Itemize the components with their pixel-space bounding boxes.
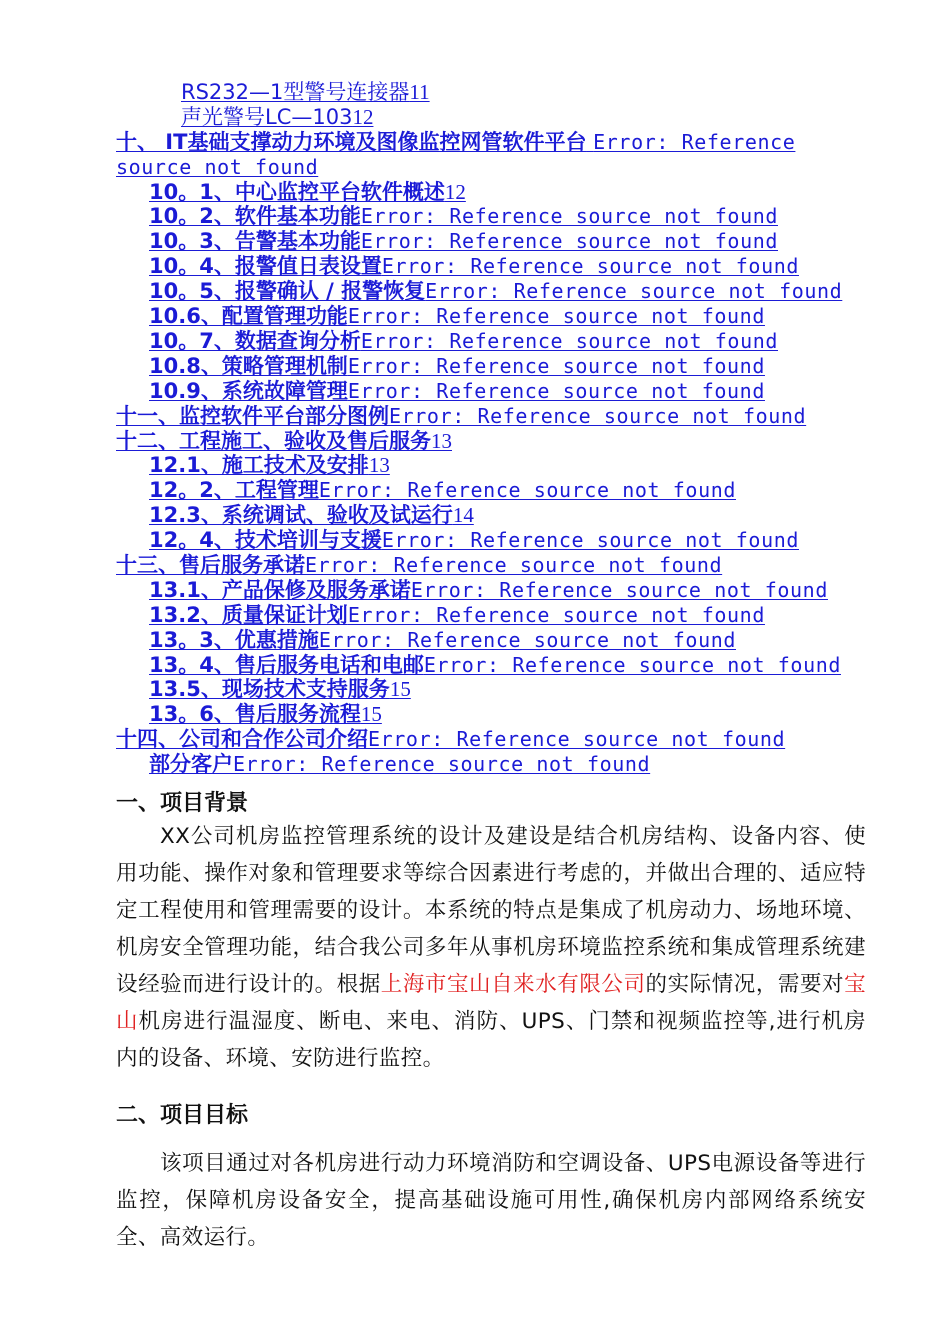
toc-entry-ref: Error: Reference source not found [305,552,723,577]
paragraph-text: 机房进行温湿度、断电、来电、消防、UPS、门禁和视频监控等,进行机房内的设备、环境、安防进行监控。 [116,1009,866,1071]
toc-entry-ref: Error: Reference source not found [381,528,799,553]
toc-entry-title: 12。2、工程管理 [149,478,319,503]
toc-entry-title: 12。4、技术培训与支援 [149,528,382,553]
toc-subentry[interactable] [149,478,876,503]
toc-entry-title: 10.6、配置管理功能 [149,304,348,329]
toc-entry-ref: Error: Reference source not found [360,229,778,254]
toc-subentry[interactable] [149,379,876,404]
toc-section-10[interactable] [116,130,876,180]
toc-entry-title: 10。1、中心监控平台软件概述 [149,179,445,204]
toc-entry-ref: Error: Reference source not found [381,254,799,279]
toc-section-13-items [116,578,876,727]
toc-entry-ref: 15 [389,677,411,702]
paragraph-text: 的实际情况，需要对 [645,972,845,997]
toc-subentry[interactable] [149,354,876,379]
toc-entry-title: 12.3、系统调试、验收及试运行 [149,503,453,528]
toc-entry-ref: 14 [452,503,474,528]
toc-section-14[interactable] [116,727,876,752]
toc-entry-title: 10.8、策略管理机制 [149,353,348,378]
toc-entry-ref: Error: Reference source not found [347,378,765,403]
toc-entry-title: 13。6、售后服务流程 [149,702,361,727]
toc-entry-ref: 15 [360,702,382,727]
toc-subentry[interactable] [149,702,876,727]
table-of-contents [116,80,876,777]
toc-entry-ref: 13 [368,453,390,478]
toc-entry-title: 10.9、系统故障管理 [149,378,348,403]
toc-subentry[interactable] [149,752,876,777]
toc-entry-title: 13。4、售后服务电话和电邮 [149,652,424,677]
section-heading-goals: 二、项目目标 [116,1103,249,1128]
toc-subentry[interactable] [149,229,876,254]
toc-entry-title: 部分客户 [149,752,233,777]
toc-entry-title: 13。3、优惠措施 [149,627,319,652]
toc-subentry[interactable] [149,329,876,354]
toc-subentry[interactable] [149,653,876,678]
toc-entry-title: 声光警号LC—103 [181,104,353,129]
toc-entry-ref: Error: Reference source not found [360,328,778,353]
toc-entry-title: 13.1、产品保修及服务承诺 [149,577,411,602]
toc-entry-ref: Error: Reference source not found [233,752,651,777]
toc-entry-title: 10。5、报警确认 / 报警恢复 [149,279,426,304]
toc-entry-title: 10。3、告警基本功能 [149,229,361,254]
toc-entry-title: 13.5、现场技术支持服务 [149,677,390,702]
toc-subentry[interactable] [149,503,876,528]
toc-entry-ref: Error: Reference source not found [423,652,841,677]
toc-section-14-items [116,752,876,777]
toc-entry-ref: Error: Reference source not found [360,204,778,229]
toc-entry-title: 13.2、质量保证计划 [149,602,348,627]
toc-entry-ref: Error: Reference source not found [318,627,736,652]
paragraph-text: XX公司机房监控管理系统的设计及建设是结合机房结构、设备内容、使用功能、操作对象和管理要求等综合因素进行考虑的，并做出合理的、适应特定工程使用和管理需要的设计。本系统的特点是集成了机房动力、场地环境、机房安全管理功能，结合我公司多年从事机房环境监控系统和集成管理系统建设经验而进行设计的。根据 [116,824,866,997]
site-name-highlight: 宝山 [116,972,866,1034]
toc-entry-ref: 12 [444,179,466,204]
toc-entry-title: 十一、监控软件平台部分图例 [116,403,389,428]
toc-entry[interactable] [181,105,876,130]
toc-entry-title: 10。2、软件基本功能 [149,204,361,229]
toc-entry-title: RS232—1型警号连接器 [181,80,410,104]
background-paragraph [116,818,866,1077]
toc-subentry[interactable] [149,677,876,702]
toc-subentry[interactable] [149,204,876,229]
toc-entry-title: 十三、售后服务承诺 [116,552,305,577]
toc-subentry[interactable] [149,304,876,329]
toc-section-12-items [116,453,876,553]
toc-entry-ref: Error: Reference source not found [347,353,765,378]
goals-paragraph: 该项目通过对各机房进行动力环境消防和空调设备、UPS电源设备等进行监控，保障机房设备安全，提高基础设施可用性,确保机房内部网络系统安全、高效运行。 [116,1151,866,1250]
goals-body [116,1145,866,1256]
toc-entry-ref: Error: Reference source not found [318,478,736,503]
toc-subentry[interactable] [149,528,876,553]
toc-subentry[interactable] [149,578,876,603]
toc-entry-page: 12 [352,104,374,129]
toc-subentry[interactable] [149,453,876,478]
client-name-highlight: 上海市宝山自来水有限公司 [380,972,646,997]
toc-subentry[interactable] [149,279,876,304]
toc-entry-ref: Error: Reference source not found [116,129,796,179]
toc-section-10-items [116,180,876,404]
toc-entry-ref: Error: Reference source not found [389,403,807,428]
toc-entry-page: 11 [409,80,430,104]
toc-subentry[interactable] [149,254,876,279]
toc-entry-ref: Error: Reference source not found [368,727,786,752]
toc-entry-ref: Error: Reference source not found [347,304,765,329]
section-heading-background: 一、项目背景 [116,791,249,816]
toc-entry-ref: Error: Reference source not found [425,279,843,304]
toc-subentry[interactable] [149,628,876,653]
toc-subentry[interactable] [149,603,876,628]
toc-entry-title: 十、 IT基础支撑动力环境及图像监控网管软件平台 [116,129,587,154]
toc-entry-title: 12.1、施工技术及安排 [149,453,369,478]
toc-section-12[interactable] [116,429,876,454]
toc-entry-title: 10。4、报警值日表设置 [149,254,382,279]
toc-section-13[interactable] [116,553,876,578]
toc-entry-ref: Error: Reference source not found [347,602,765,627]
toc-entry-title: 十二、工程施工、验收及售后服务 [116,428,431,453]
toc-subentry[interactable] [149,180,876,205]
toc-section-11[interactable] [116,404,876,429]
toc-entry-title: 十四、公司和合作公司介绍 [116,727,368,752]
toc-entry-ref: Error: Reference source not found [410,577,828,602]
toc-entry[interactable] [181,80,876,105]
toc-entry-title: 10。7、数据查询分析 [149,328,361,353]
toc-entry-ref: 13 [431,428,452,453]
background-body [116,818,866,1077]
